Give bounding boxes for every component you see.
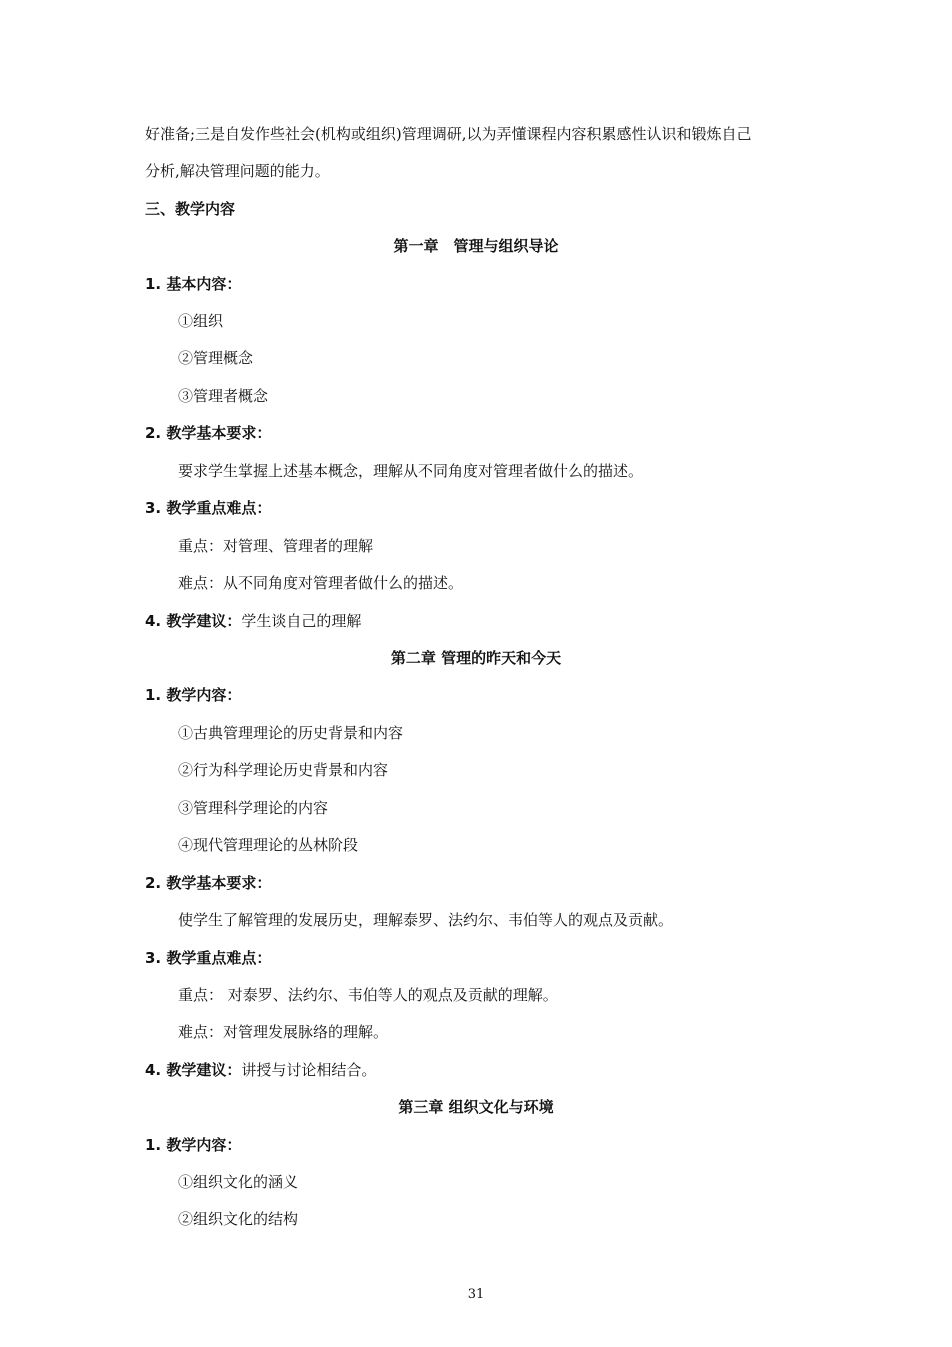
chapter-3-heading-content: 1. 教学内容： <box>145 1136 242 1154</box>
chapter-1-advice: 学生谈自己的理解 <box>241 612 362 630</box>
intro-line-1: 好准备;三是自发作些社会(机构或组织)管理调研,以为弄懂课程内容积累感性认识和锻炼自己 <box>145 125 752 143</box>
chapter-2-advice: 讲授与讨论相结合。 <box>241 1061 377 1079</box>
intro-line-2: 分析,解决管理问题的能力。 <box>145 162 330 180</box>
chapter-1-heading-content: 1. 基本内容： <box>145 275 242 293</box>
chapter-1-heading-advice: 4. 教学建议： <box>145 612 242 630</box>
chapter-1-difficulty: 难点：从不同角度对管理者做什么的描述。 <box>178 574 464 592</box>
chapter-1-heading-requirements: 2. 教学基本要求： <box>145 424 272 442</box>
chapter-1-requirements: 要求学生掌握上述基本概念，理解从不同角度对管理者做什么的描述。 <box>178 462 644 480</box>
chapter-2-requirements: 使学生了解管理的发展历史，理解泰罗、法约尔、韦伯等人的观点及贡献。 <box>178 911 674 929</box>
chapter-2-heading-key-points: 3. 教学重点难点： <box>145 949 272 967</box>
section-title: 三、教学内容 <box>145 200 236 218</box>
list-item: ④现代管理理论的丛林阶段 <box>178 836 359 854</box>
chapter-1-heading-key-points: 3. 教学重点难点： <box>145 499 272 517</box>
chapter-2-heading-content: 1. 教学内容： <box>145 686 242 704</box>
chapter-3-title: 第三章 组织文化与环境 <box>398 1098 554 1116</box>
list-item: ③管理科学理论的内容 <box>178 799 329 817</box>
chapter-1-title: 第一章 管理与组织导论 <box>393 237 559 255</box>
chapter-2-advice-row <box>145 1060 376 1080</box>
list-item: ①古典管理理论的历史背景和内容 <box>178 724 404 742</box>
list-item: ①组织文化的涵义 <box>178 1173 299 1191</box>
chapter-2-heading-requirements: 2. 教学基本要求： <box>145 874 272 892</box>
list-item: ②组织文化的结构 <box>178 1210 299 1228</box>
chapter-1-advice-row <box>145 611 361 631</box>
chapter-2-difficulty: 难点：对管理发展脉络的理解。 <box>178 1023 389 1041</box>
page-number: 31 <box>467 1287 485 1302</box>
list-item: ②行为科学理论历史背景和内容 <box>178 761 389 779</box>
list-item: ②管理概念 <box>178 349 254 367</box>
chapter-2-heading-advice: 4. 教学建议： <box>145 1061 242 1079</box>
chapter-1-key-point: 重点：对管理、管理者的理解 <box>178 537 374 555</box>
list-item: ③管理者概念 <box>178 387 269 405</box>
chapter-2-title: 第二章 管理的昨天和今天 <box>390 649 562 667</box>
chapter-2-key-point: 重点： 对泰罗、法约尔、韦伯等人的观点及贡献的理解。 <box>178 986 558 1004</box>
list-item: ①组织 <box>178 312 224 330</box>
